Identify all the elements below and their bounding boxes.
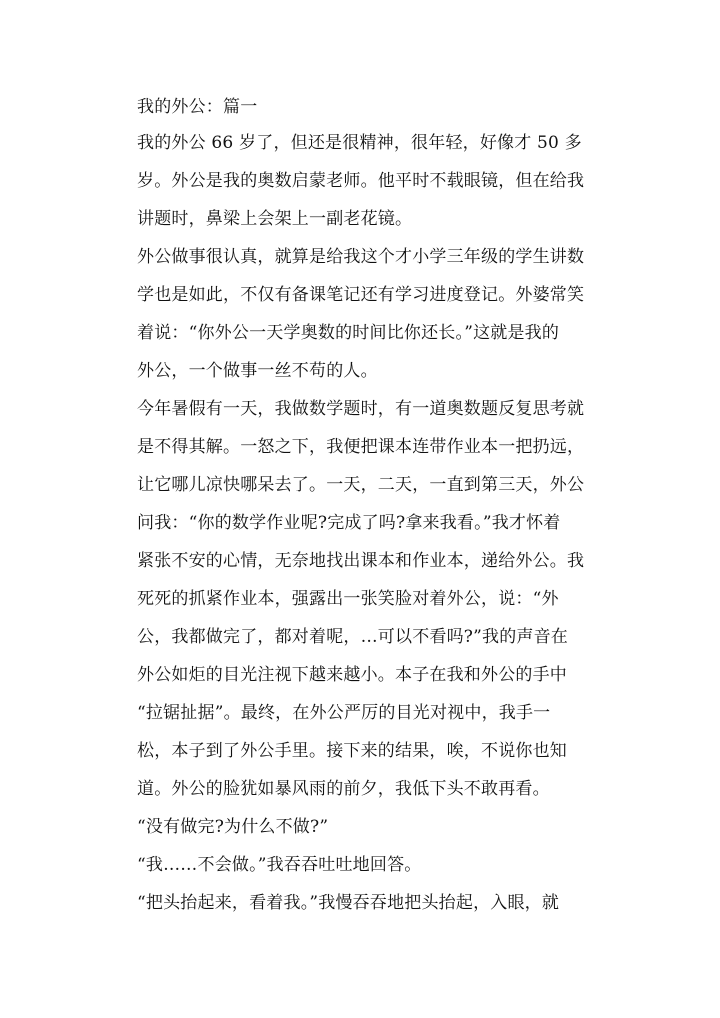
text-line: 今年暑假有一天，我做数学题时，有一道奥数题反复思考就 xyxy=(137,399,585,419)
text-line: 着说：“你外公一天学奥数的时间比你还长。”这就是我的 xyxy=(137,323,560,343)
text-line: 死死的抓紧作业本，强露出一张笑脸对着外公，说：“外 xyxy=(137,589,559,609)
text-line: 让它哪儿凉快哪呆去了。一天，二天，一直到第三天，外公 xyxy=(137,475,585,495)
document-title: 我的外公：篇一 xyxy=(137,97,258,117)
text-line: 我的外公 66 岁了，但还是很精神，很年轻，好像才 50 多 xyxy=(137,133,582,153)
text-line: “没有做完?为什么不做?” xyxy=(137,817,329,837)
text-line: 讲题时，鼻梁上会架上一副老花镜。 xyxy=(137,209,413,229)
text-line: 道。外公的脸犹如暴风雨的前夕，我低下头不敢再看。 xyxy=(137,779,550,799)
text-line: “我……不会做。”我吞吞吐吐地回答。 xyxy=(137,855,422,875)
text-line: 外公做事很认真，就算是给我这个才小学三年级的学生讲数 xyxy=(137,247,585,267)
text-line: 外公如炬的目光注视下越来越小。本子在我和外公的手中 xyxy=(137,665,567,685)
text-line: 紧张不安的心情，无奈地找出课本和作业本，递给外公。我 xyxy=(137,551,585,571)
text-line: “拉锯扯据”。最终，在外公严厉的目光对视中，我手一 xyxy=(137,703,551,723)
text-line: 学也是如此，不仅有备课笔记还有学习进度登记。外婆常笑 xyxy=(137,285,585,305)
text-line: 是不得其解。一怒之下，我便把课本连带作业本一把扔远， xyxy=(137,437,585,457)
text-line: 公，我都做完了，都对着呢，…可以不看吗?”我的声音在 xyxy=(137,627,569,647)
text-line: “把头抬起来，看着我。”我慢吞吞地把头抬起，入眼，就 xyxy=(137,893,560,913)
text-line: 外公，一个做事一丝不苟的人。 xyxy=(137,361,378,381)
text-line: 松，本子到了外公手里。接下来的结果，唉，不说你也知 xyxy=(137,741,567,761)
text-line: 问我：“你的数学作业呢?完成了吗?拿来我看。”我才怀着 xyxy=(137,513,561,533)
text-line: 岁。外公是我的奥数启蒙老师。他平时不载眼镜，但在给我 xyxy=(137,171,585,191)
